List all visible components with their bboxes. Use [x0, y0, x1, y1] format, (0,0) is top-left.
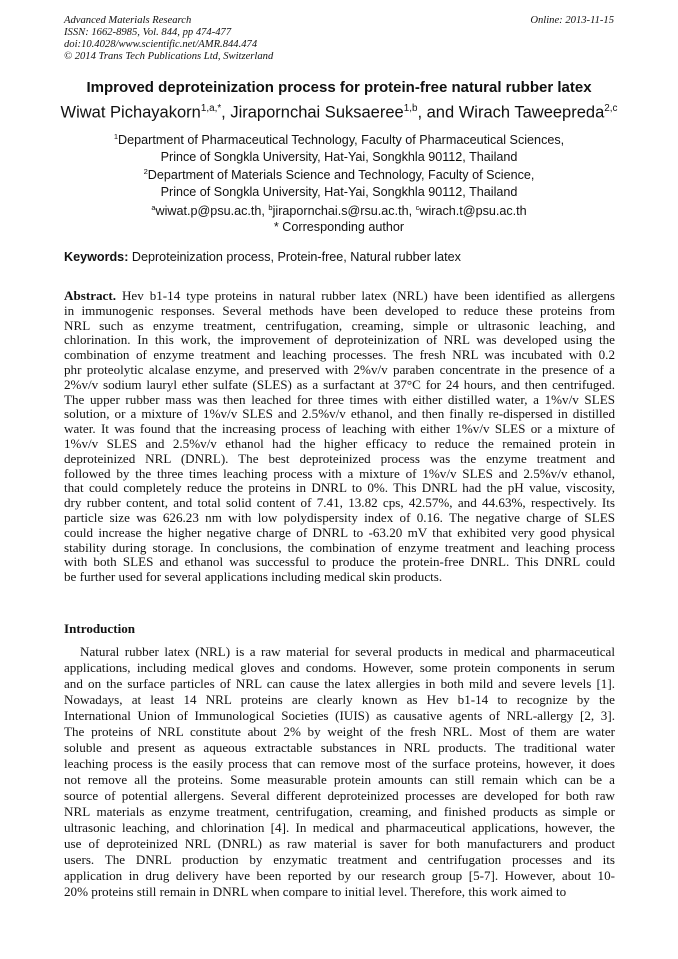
- journal-name: Advanced Materials Research: [64, 15, 192, 26]
- text-line: [64, 660, 615, 676]
- affiliation-sup: 2: [143, 167, 148, 176]
- line-text: 20% proteins still remain in DNRL when compare to initial level. Therefore, this work aimed to: [64, 884, 567, 899]
- text-line: [64, 363, 615, 378]
- line-text: phr proteolytic alcalase enzyme, and preserved with 2%v/v paraben concentrate in the presence of a: [64, 361, 615, 377]
- line-text: could increase the higher negative charge of DNRL to -63.20 mV that exhibited very good physical: [64, 524, 615, 540]
- author-sup: 1,b: [403, 103, 418, 114]
- text-line: [64, 740, 615, 756]
- author-name: Wiwat Pichayakorn: [60, 103, 201, 122]
- author-list: [0, 103, 678, 123]
- text-line: [64, 868, 615, 884]
- affiliation-sup: 1: [113, 132, 119, 141]
- text-line: [64, 511, 615, 526]
- abstract-label: Abstract.: [64, 288, 116, 303]
- line-text: not remove all the proteins. Some measurable protein amounts can still remain which can be a: [64, 772, 615, 787]
- email-sup: b: [268, 203, 273, 212]
- affiliation-line: Department of Pharmaceutical Technology, Faculty of Pharmaceutical Sciences,: [118, 133, 565, 148]
- email-link[interactable]: wirach.t@psu.ac.th: [419, 204, 527, 219]
- text-line: [64, 496, 615, 511]
- email-sup: c: [415, 203, 420, 212]
- copyright: © 2014 Trans Tech Publications Ltd, Switzerland: [64, 51, 274, 62]
- text-line: [64, 756, 615, 772]
- text-line: [64, 804, 615, 820]
- doi-link[interactable]: doi:10.4028/www.scientific.net/AMR.844.474: [64, 39, 258, 50]
- line-text: 1%v/v SLES and 2.5%v/v ethanol had the higher efficacy to reduce the remained protein in: [64, 435, 615, 451]
- corresponding-author-note: * Corresponding author: [273, 220, 405, 235]
- line-text: The proteins of NRL constitute about 2% by weight of the fresh NRL. Most of them are water: [64, 724, 615, 739]
- text-line: [64, 570, 615, 585]
- text-line: [64, 724, 615, 740]
- line-text: stability during storage. In conclusions, the combination of enzyme treatment and leaching process: [64, 539, 615, 555]
- issn: ISSN: 1662-8985, Vol. 844, pp 474-477: [64, 27, 232, 38]
- line-text: soluble and present as aqueous extractable substances in NRL products. The traditional water: [64, 740, 615, 755]
- affiliation-line: Prince of Songkla University, Hat-Yai, Songkhla 90112, Thailand: [160, 150, 518, 165]
- text-line: [64, 481, 615, 496]
- text-line: [64, 852, 615, 868]
- text-line: [64, 836, 615, 852]
- text-line: [64, 407, 615, 422]
- author-sup: 1,a,*: [200, 103, 222, 114]
- author-sup: 2,c: [604, 103, 618, 114]
- line-text: with both SLES and ethanol was successful to produce the protein-free DNRL. This DNRL could: [64, 554, 615, 570]
- keywords-label: Keywords:: [64, 250, 129, 264]
- text-line: [64, 333, 615, 348]
- text-line: [64, 526, 615, 541]
- line-text: followed by the three times leaching process with a mixture of 1%v/v SLES and 2.5%v/v ethanol,: [64, 465, 615, 481]
- line-text: combination of enzyme treatment and leaching processes. The fresh NRL was incubated with 0.2: [64, 347, 615, 363]
- text-line: [64, 393, 615, 408]
- text-line: [64, 820, 615, 836]
- line-text: solution, or a mixture of 1%v/v SLES and 2.5%v/v ethanol, and then finally re-dispersed in distilled: [64, 406, 615, 422]
- line-text: use of deproteinized NRL (DNRL) as raw material is saver for both manufacturers and product: [64, 836, 615, 851]
- line-text: ultrasonic leaching, and chlorination [4]. In medical and pharmaceutical applications, however, the: [64, 820, 615, 835]
- text-line: [64, 644, 615, 660]
- line-text: International Union of Immunological Societies (IUIS) as causative agents of NRL-allergy [2, 3].: [64, 708, 615, 723]
- line-text: leaching process is the easily process that can remove most of the surface proteins, however, it does: [64, 756, 615, 771]
- line-text: water. It was found that the increasing process of leaching with either 1%v/v SLES or a mixture of: [64, 421, 615, 437]
- introduction-body: [64, 644, 615, 900]
- line-text: applications, including medical gloves and condoms. However, some protein components in serum: [64, 660, 615, 675]
- line-text: source of potential allergens. Several different deproteinized processes are developed for both raw: [64, 788, 615, 803]
- affiliation-line: Prince of Songkla University, Hat-Yai, Songkhla 90112, Thailand: [160, 185, 518, 200]
- keywords-text: Deproteinization process, Protein-free, Natural rubber latex: [128, 250, 461, 264]
- journal-header: [64, 15, 273, 63]
- affiliation-2: [0, 163, 678, 201]
- affiliation-line: Department of Materials Science and Technology, Faculty of Science,: [147, 168, 535, 183]
- line-text: that could completely reduce the proteins in DNRL to 0%. This DNRL had the pH value, viscosity,: [64, 480, 615, 496]
- line-text: particle size was 626.23 nm with low polydispersity index of 0.16. The negative charge of SLES: [64, 509, 615, 525]
- line-text: Nowadays, at least 14 NRL proteins are clearly known as Hev b1-14 to recognize by the: [64, 692, 615, 707]
- separator: ,: [221, 103, 231, 122]
- text-line: [64, 772, 615, 788]
- contact-emails: [0, 200, 678, 235]
- online-date: Online: 2013-11-15: [530, 15, 614, 26]
- text-line: [64, 422, 615, 437]
- line-text: NRL materials as enzyme treatment, centrifugation, creaming, and finished products as simple or: [64, 804, 615, 819]
- text-line: [64, 319, 615, 334]
- text-line: [64, 437, 615, 452]
- text-line: [64, 467, 615, 482]
- keywords: [64, 250, 461, 264]
- affiliation-1: [0, 128, 678, 166]
- line-text: NRL such as enzyme treatment, centrifugation, creaming, simple or ultrasonic leaching, and: [64, 317, 615, 333]
- text-line: [64, 289, 615, 304]
- text-line: [64, 304, 615, 319]
- section-heading-introduction: Introduction: [64, 621, 136, 636]
- line-text: 2%v/v sodium lauryl ether sulfate (SLES) as a surfactant at 37°C for 24 hours, and then centrifuged.: [64, 376, 615, 392]
- line-text: be further used for several applications including medical skin products.: [64, 569, 443, 585]
- text-line: [64, 452, 615, 467]
- author-name: Wirach Taweepreda: [458, 103, 605, 122]
- line-text: users. The DNRL production by enzymatic treatment and centrifugation processes and its: [64, 852, 615, 867]
- text-line: [64, 676, 615, 692]
- email-link[interactable]: jirapornchai.s@rsu.ac.th,: [272, 204, 416, 219]
- text-line: [64, 692, 615, 708]
- text-line: [64, 708, 615, 724]
- line-text: Natural rubber latex (NRL) is a raw material for several products in medical and pharmaceutical: [80, 644, 615, 659]
- text-line: [64, 541, 615, 556]
- abstract: [64, 289, 615, 585]
- line-text: and on the surface particles of NRL can cause the latex allergies in both mild and severe levels [1].: [64, 676, 615, 691]
- line-text: chlorination. In this work, the improvement of deproteinization of NRL was developed using the: [64, 332, 615, 348]
- email-link[interactable]: wiwat.p@psu.ac.th,: [155, 204, 269, 219]
- paper-title: Improved deproteinization process for protein-free natural rubber latex: [86, 79, 592, 96]
- line-text: deproteinized NRL (DNRL). The best deproteinized process was the enzyme treatment and: [64, 450, 615, 466]
- text-line: [64, 884, 615, 900]
- line-text: dry rubber content, and total solid content of 7.41, 13.82 cps, 42.57%, and 44.63%, respectively. Its: [64, 495, 615, 511]
- text-line: [64, 788, 615, 804]
- line-text: application in drug delivery have been reported by our research group [5-7]. However, about 10-: [64, 868, 615, 883]
- text-line: [64, 378, 615, 393]
- separator: , and: [417, 103, 459, 122]
- text-line: [64, 348, 615, 363]
- email-sup: a: [151, 203, 156, 212]
- line-text: Hev b1-14 type proteins in natural rubber latex (NRL) have been identified as allergens: [116, 288, 615, 303]
- author-name: Jirapornchai Suksaeree: [230, 103, 404, 122]
- line-text: in immunogenic responses. Several methods have been developed to reduce these proteins from: [64, 302, 615, 318]
- text-line: [64, 555, 615, 570]
- line-text: The upper rubber mass was then leached for three times with either distilled water, a 1%v/v SLES: [64, 391, 615, 407]
